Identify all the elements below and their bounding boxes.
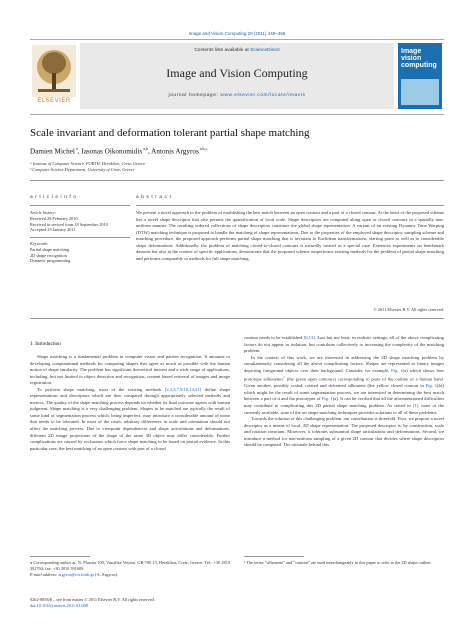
divider: [30, 318, 444, 319]
affiliation-b: ᵇ Computer Science Department, University of Crete, Greece: [30, 166, 135, 172]
paragraph: contour needs to be established [6,13]. Last but not least, in realistic settings, all of the above complicating factors do not appear in isolation, but contribute collectively to increasing the complexity of the matching problem.: [244, 335, 444, 354]
elsevier-wordmark: ELSEVIER: [37, 98, 71, 104]
article-title: Scale invariant and deformation tolerant partial shape matching: [30, 127, 310, 139]
sciencedirect-link[interactable]: ScienceDirect: [250, 48, 280, 53]
email-link[interactable]: argyros@ics.forth.gr: [58, 571, 95, 577]
paragraph: To perform shape matching, most of the existing methods [2,3,5,7,9,10,14,21] define shape representations and descriptors which are then compared through appropriately selected methods and metrics. The quality of the shape matching process depends on whether its final outcome agrees with human judgment. Shape matching is a very challenging problem. Shapes to be matched are typically the result of some kind of segmentation process which, being imperfect, may introduce a considerable amount of noise that needs to be tolerated. In most of the cases, arbitrary differences in scale and orientation should not affect the matching process. Due to viewpoint dependencies and shape articulations and deformations, different 2D image projections of the shape of the same 3D object may differ considerably. Further complications are caused by occlusions which force shape matching to be based on partial evidence. In this particular case, the best matching of an open contour with part of a closed: [30, 386, 231, 451]
elsevier-tree-icon: [32, 45, 76, 97]
figure-link[interactable]: Fig. 1: [321, 396, 333, 402]
email-line: E-mail address: argyros@ics.forth.gr (A. Argyros).: [30, 571, 119, 577]
journal-citation[interactable]: Image and Vision Computing 29 (2011) 449–465: [188, 31, 286, 36]
figure-link[interactable]: Fig. 1: [425, 383, 438, 389]
figure-link[interactable]: Fig. 1: [391, 367, 403, 373]
author-list: Damien Michel $^a$, Iasonas Oikonomidis $^{a,b}$, Antonis Argyros $^{a,b,⁎}$: [30, 146, 208, 156]
contents-line: Contents lists available at ScienceDirect: [194, 48, 280, 53]
affiliations: [30, 161, 444, 173]
journal-cover: [398, 43, 442, 109]
citation-link[interactable]: [2,3,5,7,9,10,14,21]: [164, 386, 202, 392]
corresponding-author-note: ⁎ Corresponding author at: N. Plastira 100, Vassilika Vouton, GR-700 13, Heraklion, Crete, Greece. Tel.: +30 2810 391704; fax: +30 2810 391609.: [30, 560, 230, 571]
doi-link[interactable]: doi:10.1016/j.imavis.2011.01.008: [30, 602, 88, 608]
cover-art: [401, 79, 439, 105]
footnote-link[interactable]: 1: [283, 375, 285, 380]
homepage-link[interactable]: www.elsevier.com/locate/imavis: [220, 93, 306, 98]
corresponding-author-mark[interactable]: ⁎: [205, 146, 208, 151]
footnote-divider: [244, 556, 304, 557]
paragraph: In the context of this work, we are interested in addressing the 2D shape matching problem by simultaneously considering all the above complicating factors. Shapes are represented as binary images depicting foreground objects over their background. Consider, for example, Fig. 1(a) which shows four prototype silhouettes$^1$ (the green open contours) corresponding to parts of the outline of a human hand. Given another, possibly scaled, rotated and deformed silhouette (the yellow closed contour in Fig. 1(b)) which might be the result of some segmentation process, we are interested in determining the best match between a part of it and the prototypes of Fig. 1(a). It can be verified that all the aforementioned difficulties may contribute to complicating this 2D partial shape matching problem. As stated in [1], none of the currently available, state of the art shape matching techniques provides solutions to all of these problems.: [244, 354, 444, 415]
header-band: [80, 43, 394, 109]
divider: [136, 205, 444, 206]
divider: [30, 180, 444, 181]
copyright: © 2011 Elsevier B.V. All rights reserved.: [373, 307, 444, 312]
elsevier-logo: [32, 45, 76, 107]
citation-link[interactable]: [1]: [412, 403, 419, 408]
affiliation-a: ᵃ Institute of Computer Science, FORTH, Heraklion, Crete, Greece: [30, 161, 146, 166]
divider: [30, 205, 130, 206]
paragraph: Shape matching is a fundamental problem in computer vision and pattern recognition. It amounts to developing computational methods for comparing shapes that agree as much as possible with the human notion of shape similarity. The problem has significant theoretical interest and a wide range of applications, including, but not limited to object detection and recognition, content based retrieval of images and image registration.: [30, 354, 230, 386]
abstract-heading: a b s t r a c t: [136, 195, 172, 200]
footnote-divider: [30, 556, 90, 557]
section-heading: 1. Introduction: [30, 341, 61, 347]
article-info-heading: a r t i c l e i n f o: [30, 195, 77, 200]
homepage-line: journal homepage: www.elsevier.com/locate/imavis: [168, 93, 306, 98]
footnote-1: ¹ The terms "silhouette" and "contour" are used interchangeably in this paper to refer to the 2D shape outline.: [244, 560, 432, 565]
right-column: [244, 335, 444, 449]
author-3: Antonis Argyros: [151, 147, 199, 156]
author-2: Iasonas Oikonomidis: [81, 147, 143, 156]
front-matter: [30, 597, 330, 609]
abstract-text: We present a novel approach to the problem of establishing the best match between an open contour and a part of a closed contour. At the heart of the proposed scheme lies a novel shape descriptor that also permits the quantification of local scale. Shape descriptors are computed along open or closed contours in a spatially non-uniform manner. The resulting ordered collections of shape descriptors constitute the global shape representation. A variant of an existing Dynamic Time Warping (DTW) matching technique is proposed to handle the matching of shape representations. Due to the properties of the employed shape descriptor, sampling scheme and matching procedure, the proposed approach performs partial shape matching that is invariant to Euclidean transformations, starting point as well as to considerable shape deformations. Additionally, the problem of matching closed-to-closed contours is naturally treated as a special case. Extensive experiments on benchmark datasets but also in the context of specific applications, demonstrate that the proposed scheme outperforms existing methods for the problem of partial shape matching and performs comparably to methods for full shape matching.: [136, 210, 444, 261]
journal-title: Image and Vision Computing: [166, 66, 308, 80]
journal-header: [30, 39, 444, 115]
keywords: Keywords: Partial shape matching 2D shape recognition Dynamic programming: [30, 241, 71, 264]
author-1: Damien Michel: [30, 147, 75, 156]
left-column: [30, 354, 230, 452]
footnotes-left: [30, 560, 230, 577]
article-history: Article history: Received 28 February 2010 Received in revised form 18 September 2010 Accepted 29 January 2011: [30, 210, 108, 233]
paragraph: Towards the solution of this challenging problem, our contribution is threefold. First, we propose a novel descriptor as a means of local, 2D shape representation. The proposed descriptor is, by construction, scale and rotation invariant. Moreover, it tolerates substantial shape articulations and deformations. Second, we introduce a method for non-uniform sampling of a given 2D contour that decides where shape descriptors should be computed. The rationale behind this: [244, 416, 444, 448]
issn-line: 0262-8856/$ – see front matter © 2011 Elsevier B.V. All rights reserved.: [30, 597, 155, 602]
divider: [30, 237, 130, 238]
cover-title: Image vision computing: [401, 48, 437, 69]
citation-link[interactable]: [6,13]: [303, 335, 315, 340]
